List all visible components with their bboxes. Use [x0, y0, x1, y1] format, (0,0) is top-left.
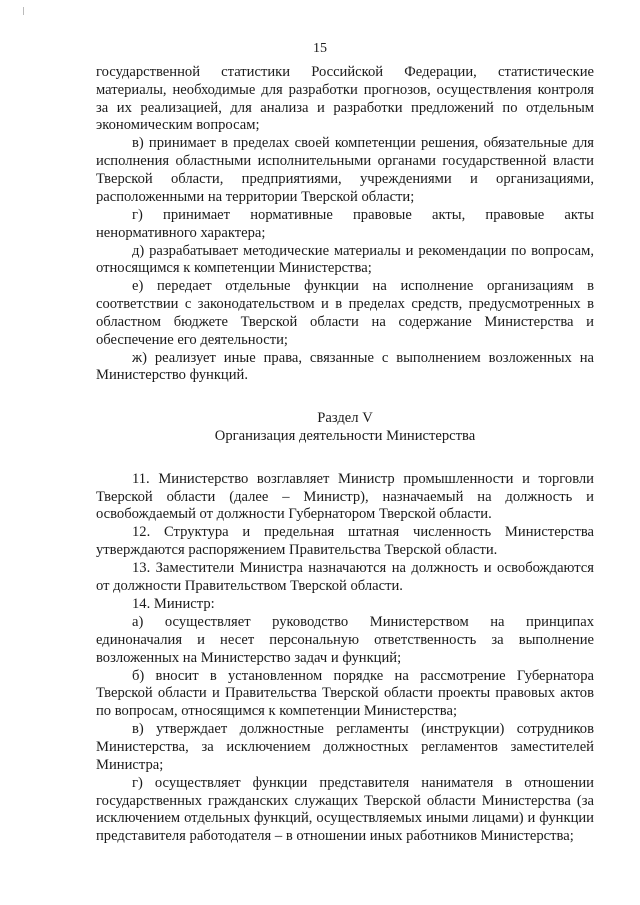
paragraph-item-e: е) передает отдельные функции на исполнение организациям в соответствии с законодательством и в пределах средств, предусмотренных в областном бюджете Тверской области на содержание Министерства и обеспечение его деятельности;: [96, 278, 594, 348]
paragraph-item-zh: ж) реализует иные права, связанные с выполнением возложенных на Министерство функций.: [96, 349, 594, 384]
paragraph-14: 14. Министр:: [132, 596, 215, 613]
paragraph-item-g: г) принимает нормативные правовые акты, правовые акты ненормативного характера;: [96, 206, 594, 241]
scan-mark: [23, 7, 24, 15]
paragraph-14-a: а) осуществляет руководство Министерством на принципах единоначалия и несет персональную ответственность за выполнение возложенных на Министерство задач и функций;: [96, 614, 594, 666]
paragraph-item-v: в) принимает в пределах своей компетенции решения, обязательные для исполнения областными исполнительными органами государственной власти Тверской области, предприятиями, учреждениями и организациями, расположенными на территории Тверской области;: [96, 135, 594, 205]
paragraph-14-b: б) вносит в установленном порядке на рассмотрение Губернатора Тверской области и Правительства Тверской области проекты правовых актов по вопросам, относящимся к компетенции Министерства;: [96, 667, 594, 720]
section-heading: Раздел V: [317, 410, 373, 427]
paragraph-14-v: в) утверждает должностные регламенты (инструкции) сотрудников Министерства, за исключением должностных регламентов заместителей Министра;: [96, 721, 594, 773]
section-title: Организация деятельности Министерства: [214, 428, 476, 445]
paragraph-13: 13. Заместители Министра назначаются на должность и освобождаются от должности Правительством Тверской области.: [96, 560, 594, 595]
paragraph-continuation: государственной статистики Российской Федерации, статистические материалы, необходимые для разработки прогнозов, осуществления контроля за их реализацией, для анализа и разработки предложений по отдельным экономическим вопросам;: [96, 64, 594, 134]
page-number: 15: [313, 41, 327, 56]
paragraph-12: 12. Структура и предельная штатная численность Министерства утверждаются распоряжением Правительства Тверской области.: [96, 524, 594, 559]
paragraph-11: 11. Министерство возглавляет Министр промышленности и торговли Тверской области (далее – Министр), назначаемый на должность и освобождаемый от должности Губернатором Тверской области.: [96, 470, 594, 523]
paragraph-item-d: д) разрабатывает методические материалы и рекомендации по вопросам, относящимся к компетенции Министерства;: [96, 242, 594, 277]
page-content: [96, 64, 594, 846]
paragraph-14-g: г) осуществляет функции представителя нанимателя в отношении государственных гражданских служащих Тверской области Министерства (за исключением отдельных функций, осуществляемых иными лицами) и функции представителя работодателя – в отношении иных работников Министерства;: [96, 774, 594, 845]
